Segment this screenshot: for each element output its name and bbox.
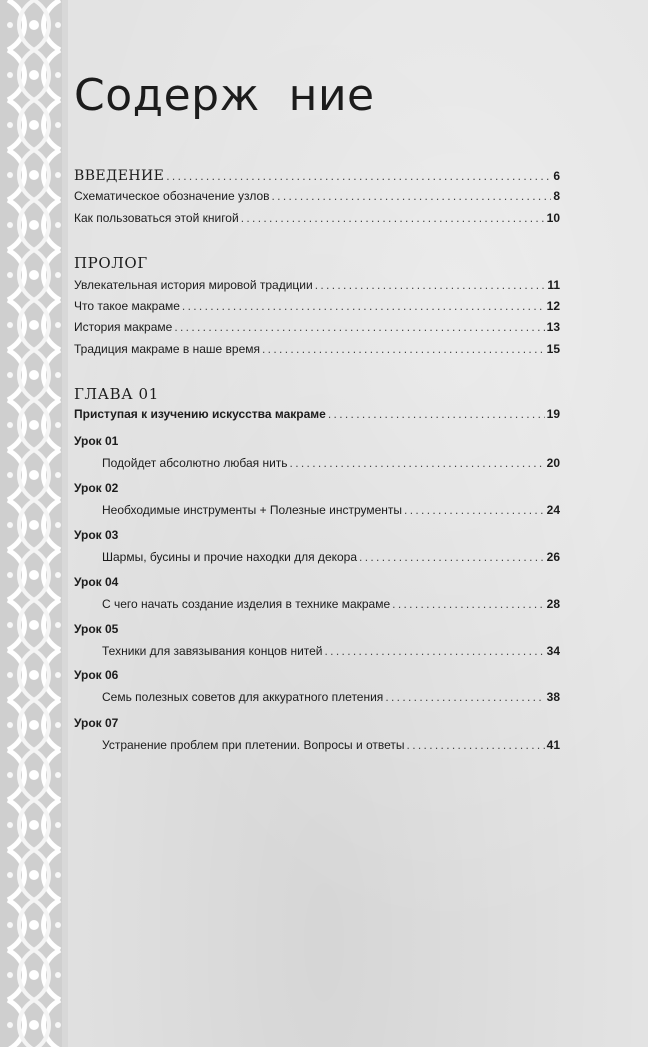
leader-dots (325, 643, 545, 659)
lesson-item (102, 689, 560, 705)
toc-item-label: Увлекательная история мировой традиции (74, 278, 313, 292)
page-number: 13 (546, 320, 560, 334)
leader-dots (290, 455, 545, 471)
page-number: 19 (546, 407, 560, 421)
page-number: 28 (546, 597, 560, 611)
toc-item (74, 210, 560, 226)
toc-item (74, 298, 560, 314)
lesson-name: Урок 04 (74, 575, 119, 589)
lesson-name: Урок 05 (74, 622, 119, 636)
leader-dots (404, 502, 545, 518)
page-number: 8 (553, 189, 560, 203)
leader-dots (166, 168, 551, 184)
toc-item-label: Подойдет абсолютно любая нить (102, 456, 288, 470)
toc-item (74, 319, 560, 335)
lesson-item (102, 596, 560, 612)
page-number: 24 (546, 503, 560, 517)
chapter-subtitle (74, 406, 560, 422)
toc-item (74, 188, 560, 204)
toc-item-label: Что такое макраме (74, 299, 180, 313)
page-title: Содерж ние (74, 70, 375, 121)
leader-dots (359, 549, 545, 565)
lesson-name: Урок 03 (74, 528, 119, 542)
toc-heading-intro (74, 168, 560, 184)
leader-dots (407, 737, 545, 753)
toc-item-label: Приступая к изучению искусства макраме (74, 407, 326, 421)
page-number: 6 (553, 169, 560, 183)
leader-dots (241, 210, 545, 226)
toc-item-label: Как пользоваться этой книгой (74, 211, 239, 225)
lesson-item (102, 455, 560, 471)
lesson-item (102, 643, 560, 659)
section-heading: ВВЕДЕНИЕ (74, 168, 165, 184)
leader-dots (385, 689, 544, 705)
lesson-item (102, 502, 560, 518)
page-number: 10 (546, 211, 560, 225)
toc-item-label: Традиция макраме в наше время (74, 342, 261, 356)
page-number: 38 (546, 690, 560, 704)
leader-dots (392, 596, 544, 612)
toc-item-label: Схематическое обозначение узлов (74, 189, 270, 203)
toc-item (74, 277, 560, 293)
toc-item-label: Устранение проблем при плетении. Вопросы и ответы (102, 738, 405, 752)
lesson-name: Урок 02 (74, 481, 119, 495)
lesson-item (102, 737, 560, 753)
toc-item-label: Необходимые инструменты + Полезные инструменты (102, 503, 403, 517)
toc-item (74, 341, 560, 357)
page-number: 20 (546, 456, 560, 470)
leader-dots (262, 341, 545, 357)
lesson-name: Урок 06 (74, 668, 119, 682)
leader-dots (315, 277, 546, 293)
toc-item-label: Семь полезных советов для аккуратного плетения (102, 690, 384, 704)
lesson-item (102, 549, 560, 565)
section-heading-chapter1: ГЛАВА 01 (74, 385, 159, 403)
leader-dots (328, 406, 545, 422)
page-number: 41 (546, 738, 560, 752)
page-number: 12 (546, 299, 560, 313)
section-heading-prologue: ПРОЛОГ (74, 254, 148, 272)
page-number: 26 (546, 550, 560, 564)
toc-item-label: История макраме (74, 320, 173, 334)
page-number: 34 (546, 644, 560, 658)
toc-item-label: Техники для завязывания концов нитей (102, 644, 323, 658)
lesson-name: Урок 07 (74, 716, 119, 730)
lesson-name: Урок 01 (74, 434, 119, 448)
page-number: 11 (547, 278, 560, 292)
leader-dots (174, 319, 544, 335)
page-number: 15 (546, 342, 560, 356)
leader-dots (272, 188, 552, 204)
toc-item-label: С чего начать создание изделия в технике макраме (102, 597, 391, 611)
toc-item-label: Шармы, бусины и прочие находки для декора (102, 550, 358, 564)
leader-dots (182, 298, 545, 314)
